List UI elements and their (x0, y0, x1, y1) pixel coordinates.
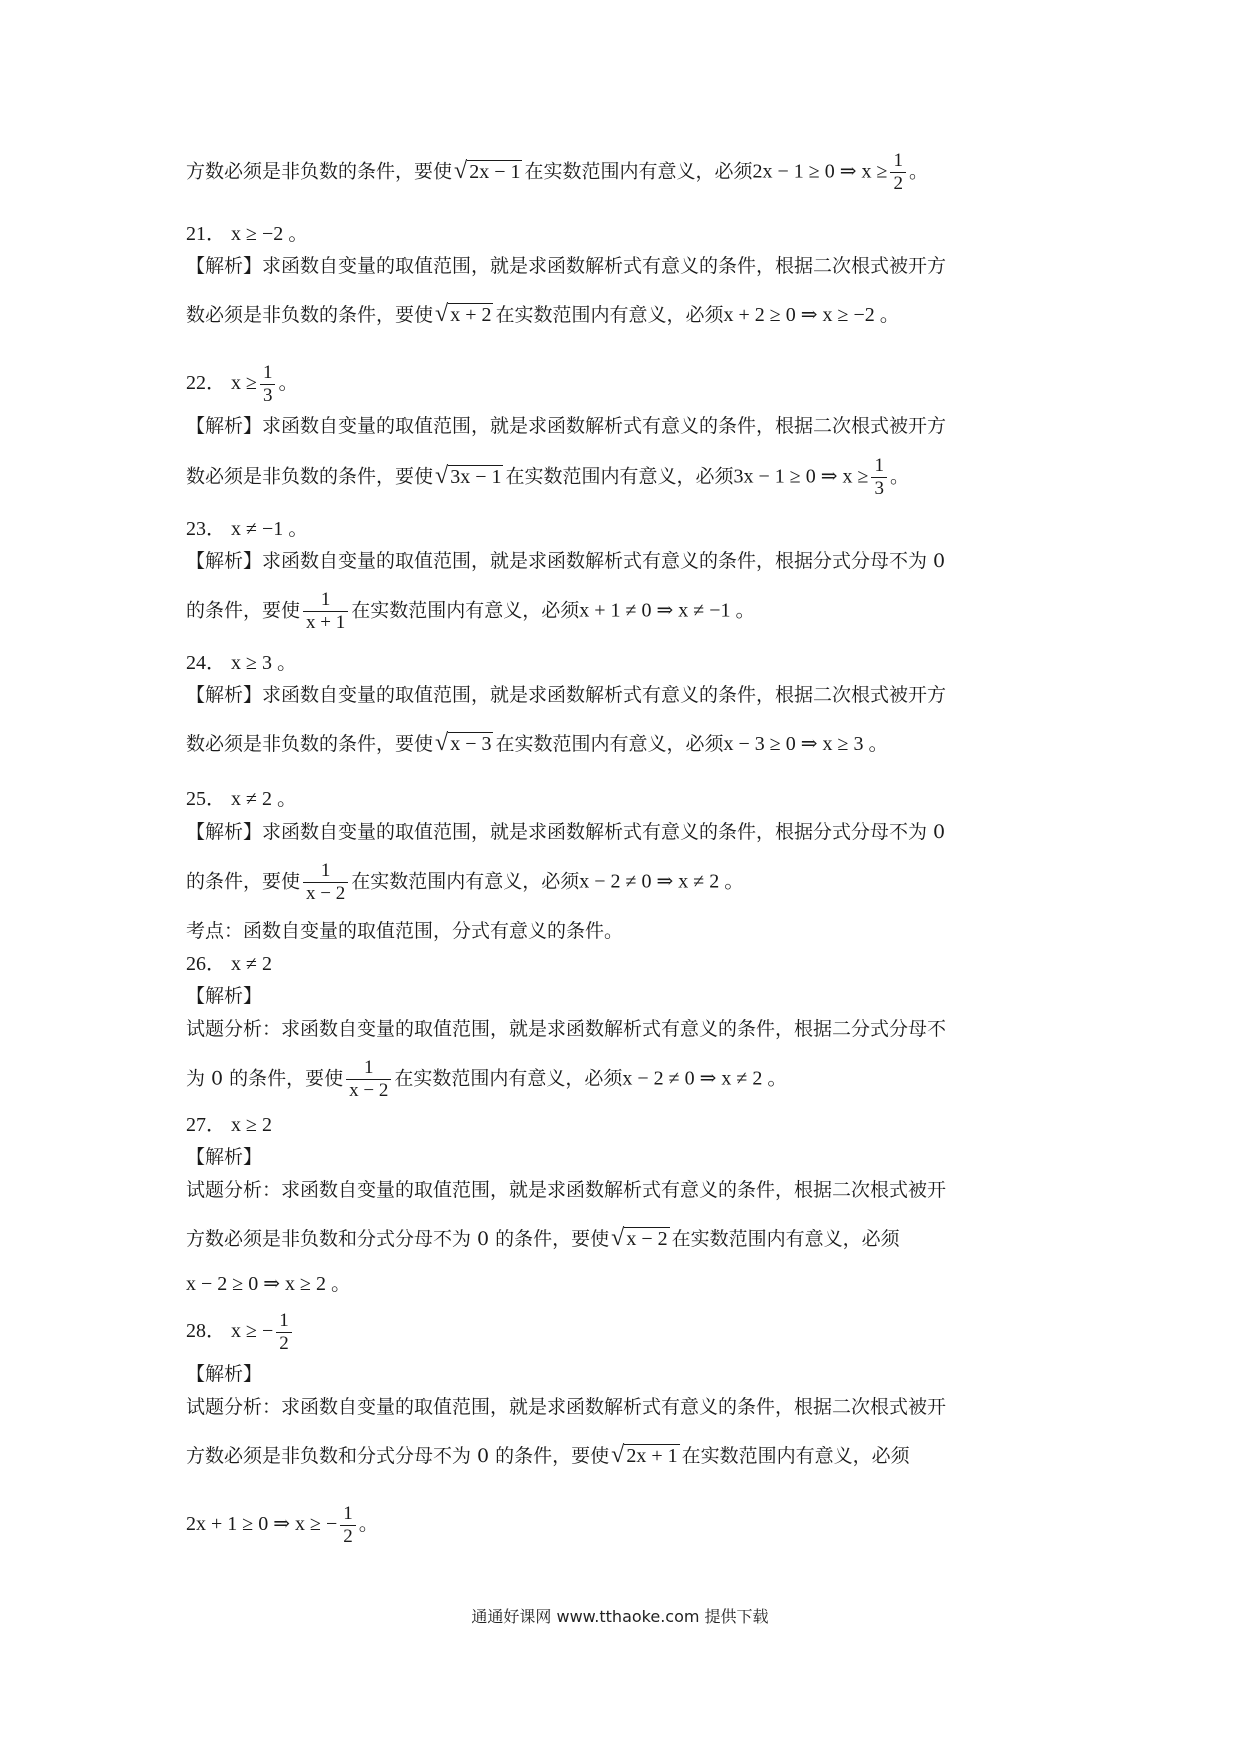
analysis-heading: 【解析】 (186, 1363, 263, 1385)
analysis-line: 【解析】求函数自变量的取值范围，就是求函数解析式有意义的条件，根据二次根式被开方 (186, 255, 947, 277)
analysis-line: 【解析】求函数自变量的取值范围，就是求函数解析式有意义的条件，根据二次根式被开方 (186, 684, 947, 706)
analysis-heading: 【解析】 (186, 985, 263, 1007)
square-root: √ x − 2 (611, 1225, 668, 1251)
fraction: $\frac{1}{2}$ (276, 1310, 292, 1355)
answer-number: 22． x ≥ $\frac{1}{3}$ 。 (186, 362, 299, 406)
exam-point-line: 考点：函数自变量的取值范围，分式有意义的条件。 (186, 920, 624, 942)
answer-number: 25． x ≠ 2 。 (186, 788, 297, 810)
square-root: √ 2x − 1 (454, 157, 521, 184)
fraction: $\frac{1}{3}$ (871, 455, 887, 500)
fraction: $\frac{1}{x - 2}$ (303, 860, 348, 905)
text-line: 的条件，要使 $\frac{1}{x + 1}$ 在实数范围内有意义，必须x + 1 ≠ 0 ⇒ x ≠ −1 。 (186, 589, 756, 633)
math-line: 2x + 1 ≥ 0 ⇒ x ≥ − $\frac{1}{2}$ 。 (186, 1503, 379, 1547)
fraction: $\frac{1}{x - 2}$ (346, 1057, 391, 1102)
fraction: $\frac{1}{x + 1}$ (303, 589, 348, 634)
analysis-heading: 【解析】 (186, 1146, 263, 1168)
text-line: 方数必须是非负数和分式分母不为 0 的条件，要使√ x − 2 在实数范围内有意义，必须 (186, 1225, 900, 1251)
fraction: $\frac{1}{2}$ (340, 1503, 356, 1548)
fraction: $\frac{1}{3}$ (260, 362, 276, 407)
analysis-line: 【解析】求函数自变量的取值范围，就是求函数解析式有意义的条件，根据二次根式被开方 (186, 415, 947, 437)
analysis-line: 试题分析：求函数自变量的取值范围，就是求函数解析式有意义的条件，根据二次根式被开 (186, 1179, 947, 1201)
square-root: √ x − 3 (435, 730, 492, 756)
answer-number: 24． x ≥ 3 。 (186, 652, 297, 674)
analysis-line: 试题分析：求函数自变量的取值范围，就是求函数解析式有意义的条件，根据二分式分母不 (186, 1018, 947, 1040)
answer-number: 28． x ≥ − $\frac{1}{2}$ (186, 1310, 1066, 1355)
answer-number: 27． x ≥ 2 (186, 1114, 272, 1136)
answer-number: 26． x ≠ 2 (186, 953, 272, 975)
text-line: 的条件，要使 $\frac{1}{x - 2}$ 在实数范围内有意义，必须x − 2 ≠ 0 ⇒ x ≠ 2 。 (186, 860, 745, 904)
analysis-line: 【解析】求函数自变量的取值范围，就是求函数解析式有意义的条件，根据分式分母不为 0 (186, 550, 946, 572)
text-line: 为 0 的条件，要使 $\frac{1}{x - 2}$ 在实数范围内有意义，必须x − 2 ≠ 0 ⇒ x ≠ 2 。 (186, 1057, 788, 1101)
analysis-line: 【解析】求函数自变量的取值范围，就是求函数解析式有意义的条件，根据分式分母不为 0 (186, 821, 946, 843)
text-line: 数必须是非负数的条件，要使√ 3x − 1 在实数范围内有意义，必须3x − 1 ≥ 0 ⇒ x ≥ $\frac{1}{3}$ 。 (186, 455, 909, 499)
square-root: √ x + 2 (435, 301, 492, 327)
text-line: 方数必须是非负数和分式分母不为 0 的条件，要使√ 2x + 1 在实数范围内有意义，必须 (186, 1442, 910, 1468)
footer-watermark: 通通好课网 www.tthaoke.com 提供下载 (471, 1607, 769, 1626)
text-line: 数必须是非负数的条件，要使√ x + 2 在实数范围内有意义，必须x + 2 ≥ 0 ⇒ x ≥ −2 。 (186, 301, 900, 327)
answer-number: 21． x ≥ −2 。 (186, 223, 309, 245)
text-line: 方数必须是非负数的条件，要使√ 2x − 1 在实数范围内有意义，必须2x − 1 ≥ 0 ⇒ x ≥ $\frac{1}{2}$ 。 (186, 150, 928, 194)
fraction: $\frac{1}{2}$ (890, 150, 906, 195)
square-root: √ 3x − 1 (435, 462, 502, 489)
math-line: x − 2 ≥ 0 ⇒ x ≥ 2 。 (186, 1273, 351, 1295)
analysis-line: 试题分析：求函数自变量的取值范围，就是求函数解析式有意义的条件，根据二次根式被开 (186, 1396, 947, 1418)
text-line: 数必须是非负数的条件，要使√ x − 3 在实数范围内有意义，必须x − 3 ≥ 0 ⇒ x ≥ 3 。 (186, 730, 889, 756)
answer-number: 23． x ≠ −1 。 (186, 518, 309, 540)
square-root: √ 2x + 1 (611, 1442, 678, 1468)
